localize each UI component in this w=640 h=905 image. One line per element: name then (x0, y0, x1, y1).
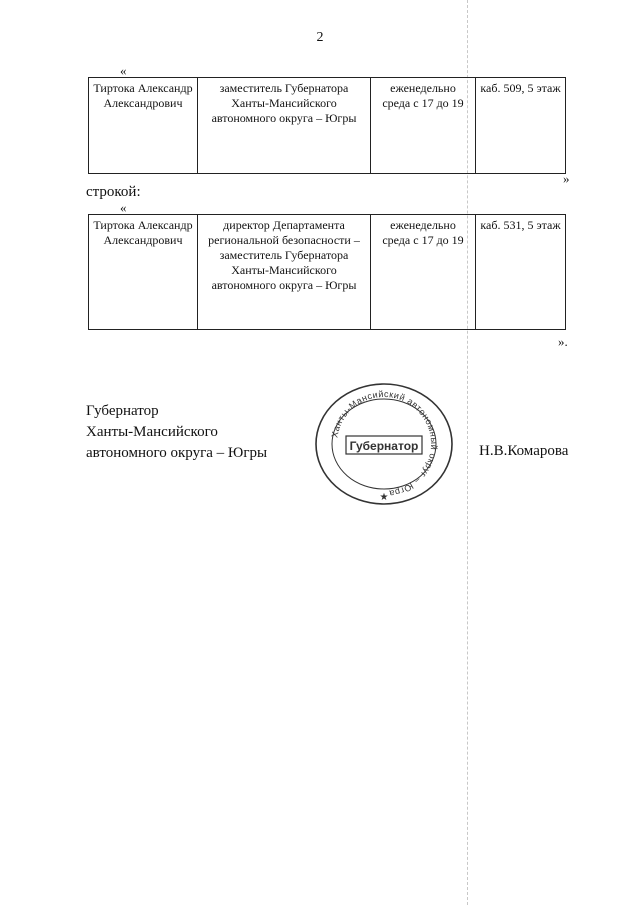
close-quote-end: ». (558, 334, 568, 349)
page-number: 2 (316, 30, 324, 45)
open-quote: « (120, 200, 127, 215)
signer-name: Н.В.Комарова (479, 443, 569, 459)
table-row (89, 78, 566, 174)
signature-title (86, 401, 267, 464)
position-cell: директор Департамента региональной безопасности – заместитель Губернатора Ханты-Мансийского автономного округа – Югры (198, 215, 371, 330)
signature-title-line: автономного округа – Югры (86, 445, 268, 461)
intro-text: строкой: (86, 184, 141, 200)
schedule-table-new (88, 214, 566, 330)
name-cell: Тиртока Александр Александрович (89, 78, 198, 174)
seal-center-text: Губернатор (349, 439, 419, 453)
schedule-table-old (88, 77, 566, 174)
schedule-cell: еженедельно среда с 17 до 19 (371, 215, 476, 330)
close-quote: » (563, 171, 570, 186)
position-cell: заместитель Губернатора Ханты-Мансийского автономного округа – Югры (198, 78, 371, 174)
signature-title-line: Губернатор (86, 403, 159, 419)
room-cell: каб. 509, 5 этаж (476, 78, 566, 174)
open-quote: « (120, 63, 127, 78)
room-cell: каб. 531, 5 этаж (476, 215, 566, 330)
signature-title-line: Ханты-Мансийского (86, 424, 218, 440)
schedule-cell: еженедельно среда с 17 до 19 (371, 78, 476, 174)
name-cell: Тиртока Александр Александрович (89, 215, 198, 330)
star-icon: ★ (379, 492, 389, 503)
seal-ring-text: Ханты-Мансийский автономный округ – Югра (329, 388, 440, 499)
table-row (89, 215, 566, 330)
official-seal-stamp (312, 381, 456, 507)
